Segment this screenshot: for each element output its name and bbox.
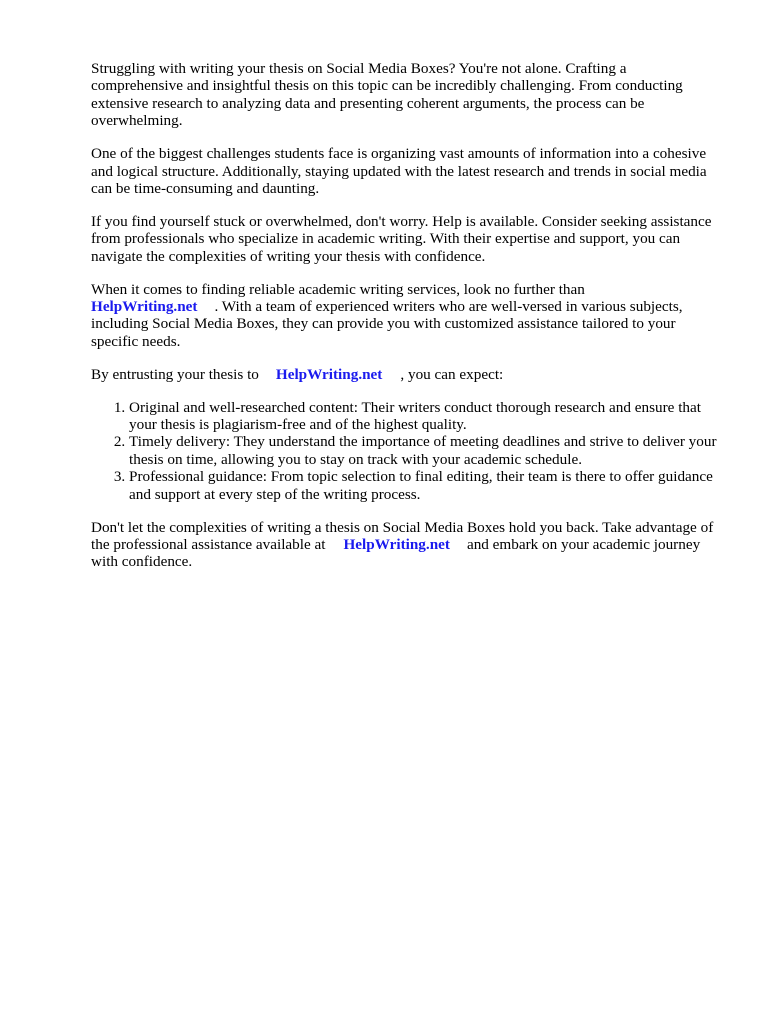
expectations-text-after: , you can expect: xyxy=(400,365,504,383)
intro-paragraph: Struggling with writing your thesis on Social Media Boxes? You're not alone. Crafting a comprehensive and insightful thesis on this topic can be incredibly challenging. From conducting extensive research to analyzing data and presenting coherent arguments, the process can be overwhelming. xyxy=(91,60,683,130)
list-item: 1. Original and well-researched content: Their writers conduct thorough research and ensure that your thesis is plagiarism-free and of the highest quality. xyxy=(129,399,719,434)
closing-text-after: and embark on your academic journey with confidence. xyxy=(91,535,701,571)
services-text-after: . With a team of experienced writers who are well-versed in various subjects, including Social Media Boxes, they can provide you with customized assistance tailored to your specific needs. xyxy=(91,297,683,350)
challenges-paragraph: One of the biggest challenges students face is organizing vast amounts of information into a cohesive and logical structure. Additionally, staying updated with the latest research and trends in social media can be time-consuming and daunting. xyxy=(91,145,707,197)
document-body xyxy=(91,60,719,586)
list-item: 3. Professional guidance: From topic selection to final editing, their team is there to offer guidance and support at every step of the writing process. xyxy=(129,468,719,503)
services-text-before: When it comes to finding reliable academic writing services, look no further than xyxy=(91,280,585,298)
list-item: 2. Timely delivery: They understand the importance of meeting deadlines and strive to deliver your thesis on time, allowing you to stay on track with your academic schedule. xyxy=(129,433,719,468)
benefits-list xyxy=(91,399,719,503)
helpwriting-link-2[interactable]: HelpWriting.net xyxy=(275,365,383,383)
helpwriting-link-3[interactable]: HelpWriting.net xyxy=(343,535,450,553)
help-paragraph: If you find yourself stuck or overwhelmed, don't worry. Help is available. Consider seeking assistance from professionals who specialize in academic writing. With their expertise and support, you can navigate the complexities of writing your thesis with confidence. xyxy=(91,212,712,265)
closing-paragraph xyxy=(91,519,719,571)
helpwriting-link-1[interactable]: HelpWriting.net xyxy=(91,297,198,315)
expectations-text-before: By entrusting your thesis to xyxy=(91,365,259,383)
services-paragraph xyxy=(91,281,719,351)
expectations-paragraph xyxy=(91,366,719,383)
closing-text-before: Don't let the complexities of writing a thesis on Social Media Boxes hold you back. Take advantage of the professional assistance available at xyxy=(91,518,714,553)
